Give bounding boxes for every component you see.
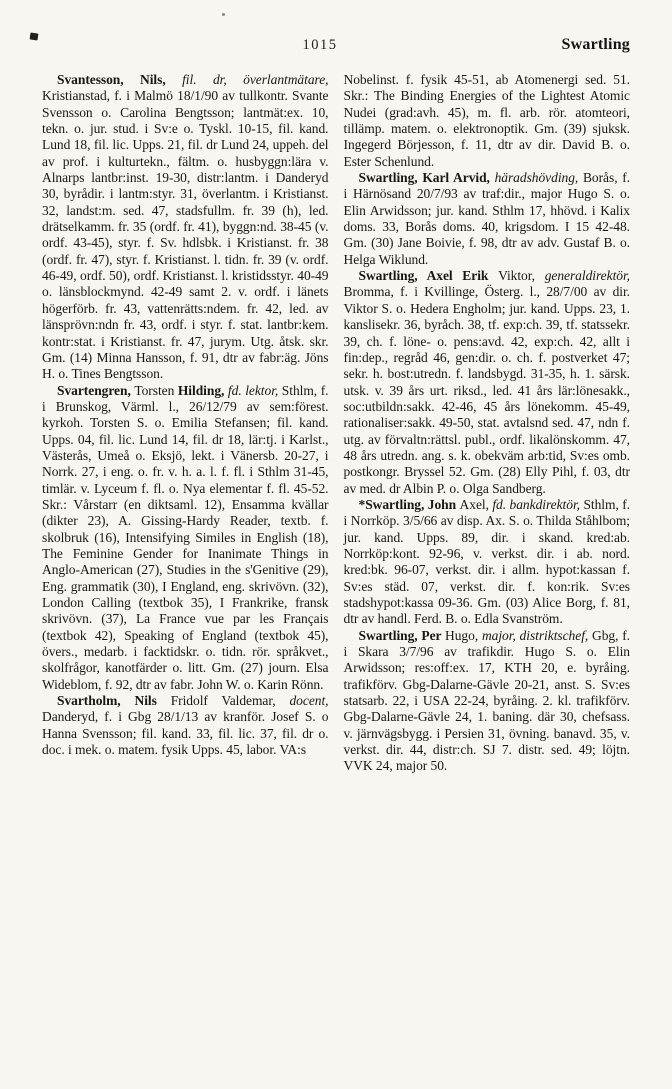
page-number: 1015 bbox=[302, 37, 338, 53]
entry-text-italic: generaldirektör, bbox=[544, 268, 630, 284]
entry-text-roman: Gbg, f. i Skara 3/7/96 av trafikdir. Hugo S. o. Elin Arwidsson; res:off:ex. 17, KTH 20, e. byråing. trafikförv. Gbg-Dalarne-Gävle 20-21, anst. S. Sv:es statsarb. 22, i USA 22-24, byråing. 2. kl. trafikförv. Gbg-Dalarne-Gävle 24, 1. baning. där 30, chefsass. v. järnvägsbygg. i Persien 31, övning. banavd. 35, v. verkst. dir. 44, distr:ch. SJ 7. distr. sed. 49; löjtn. VVK 24, major 50. bbox=[343, 627, 630, 774]
dictionary-entry bbox=[42, 72, 329, 383]
running-title: Swartling bbox=[561, 36, 630, 53]
entry-text-bold: Svantesson, Nils, bbox=[57, 72, 183, 87]
entry-text-roman: Borås, f. i Härnösand 20/7/93 av traf:dir., major Hugo S. o. Elin Arwidsson; jur. kand. Sthlm 17, hhövd. i Kalix doms. 33, Borås doms. 40, krigsdom. I 15 42-48. Gm. (30) Jane Boivie, f. 98, dtr av adv. Gustaf B. o. Helga Wiklund. bbox=[343, 170, 630, 267]
right-column bbox=[344, 72, 631, 775]
entry-text-bold: Swartling, Axel Erik bbox=[358, 268, 499, 284]
dictionary-entry bbox=[344, 170, 631, 268]
entry-text-roman: Danderyd, f. i Gbg 28/1/13 av kranför. Josef S. o Hanna Svensson; fil. kand. 33, fil. lic. 37, fil. dr o. doc. i mek. o. matem. fysik Upps. 45, labor. VA:s bbox=[42, 709, 329, 758]
dictionary-entry bbox=[344, 497, 631, 628]
entry-text-roman: Fridolf Valdemar, bbox=[170, 693, 290, 709]
dictionary-entry bbox=[42, 383, 329, 694]
left-column bbox=[42, 72, 329, 775]
entry-text-bold: Hilding, bbox=[177, 382, 228, 398]
speck-artifact bbox=[222, 13, 225, 16]
entry-text-roman: Viktor, bbox=[498, 268, 545, 284]
entry-text-bold: Svartengren, bbox=[57, 382, 135, 398]
dictionary-entry-continuation bbox=[344, 72, 631, 170]
entry-text-italic: häradshövding, bbox=[494, 170, 583, 186]
entry-text-roman: Nobelinst. f. fysik 45-51, ab Atomenergi sed. 51. Skr.: The Binding Energies of the Lightest Atomic Nudei (grad:avh. 45), m. fl. arb. rör. atomteori, tillämp. matem. o. elektronoptik. Gm. (39) sjuksk. Ingegerd Börjesson, f. 11, dtr av dir. David B. o. Ester Schenlund. bbox=[343, 72, 630, 169]
ink-blot-artifact bbox=[30, 32, 39, 40]
entry-text-bold: Svartholm, Nils bbox=[57, 693, 171, 709]
entry-text-bold: Swartling, Karl Arvid, bbox=[358, 170, 495, 186]
entry-text-italic: fil. dr, överlantmätare, bbox=[182, 72, 329, 87]
entry-text-roman: Axel, bbox=[459, 496, 493, 512]
entry-text-roman: Hugo, bbox=[445, 627, 482, 643]
dictionary-entry bbox=[344, 628, 631, 775]
entry-text-italic: fd. lektor, bbox=[227, 382, 282, 398]
entry-text-roman: Bromma, f. i Kvillinge, Österg. l., 28/7/00 av dir. Viktor S. o. Hedera Engholm; jur. kand. Upps. 23, 1. kanslisekr. 36, byråch. 38, tf. exp:ch. 39, tf. statssekr. 39, ch. f. löne- o. pens:avd. 42, exp:ch. 42, allt i fin:dep., regråd 46, gen:dir. o. ch. f. postverket 47; sekr. h. bost:utredn. f. landsbygd. 31-35, h. 1. särsk. utsk. v. 39 års urt. riksd., led. 41 års lär:lönesakk., soc:utbildn:sakk. 42-46, 45 års lönekomm. 45-49, rationaliser:sakk. 49-50, stat. avtalsnd sed. 47, ndn f. utg. av förvaltn:rättsl. publ., ordf. likalönskomm. 47, 48 års utredn. ang. s. k. obekväm arb:tid, Sv:es omb. postkongr. Bryssel 52. Gm. (28) Elly Pihl, f. 03, dtr av med. dr Albin P. o. Olga Sandberg. bbox=[343, 284, 630, 496]
entry-text-italic: docent, bbox=[289, 693, 329, 709]
entry-text-italic: fd. bankdirektör, bbox=[492, 496, 584, 512]
text-columns bbox=[42, 72, 630, 775]
entry-text-roman: Kristianstad, f. i Malmö 18/1/90 av tullkontr. Svante Svensson o. Carolina Bengtsson; lantmät:ex. 10, tekn. o. jur. stud. i Sv:e o. Tyskl. 10-15, fil. kand. Lund 18, fil. lic. Upps. 21, fil. dr Lund 24, uppeh. del av prof. i kulturtekn., fältm. o. husbyggn:lära v. Alnarps lantbr:inst. 19-30, distr:lantm. i Danderyd 30, byrådir. i lantm:styr. 31, överlantm. i Kristianst. 32, landst:m. sed. 47, stadsfullm. fr. 39 (h), led. drätselkamm. fr. 35 (ordf. fr. 41), byggn:nd. 38-45 (v. ordf. 43-45), styr. f. Sv. hdlsbk. i Kristianst. fr. 38 (ordf. fr. 47), styr. f. Kristianst. l. tidn. fr. 39 (v. ordf. 46-49, ordf. 50), ordf. Kristianst. l. kristidsstyr. 40-49 o. länsblockmynd. 42-49 samt 2. v. ordf. i länets högerförb. fr. 43, vattenrätts:ndem. fr. 42, led. av länsprövn:ndn fr. 43, ordf. i styr. f. stat. lantbr:kem. kontr:stat. i Kristianst. fr. 47, jurym. Utg. åtsk. skr. Gm. (14) Minna Hansson, f. 91, dtr av fabr:äg. Jöns H. o. Tines Bengtsson. bbox=[42, 88, 329, 382]
page-header bbox=[42, 37, 630, 57]
entry-text-italic: major, distriktschef, bbox=[481, 627, 592, 643]
entry-text-roman: Sthlm, f. i Brunskog, Värml. l., 26/12/79 av sem:förest. kyrkoh. Torsten S. o. Emilia Stefansen; fil. kand. Upps. 04, fil. lic. Lund 14, fil. dr 18, lär:tj. i Karlst., Västerås, Umeå o. Eksjö, lekt. i Vänersb. 20-27, i Norrk. 27, i eng. o. fr. v. h. a. l. f. fl. i Sthlm 31-45, timlär. v. Lyceum f. fl. o. Nya elementar f. fl. 45-52. Skr.: Vårstarr (en diktsaml. 12), Ensamma kvällar (dikter 23), A. Gissing-Hardy Reader, textb. f. skolbruk (16), Intensifying Similes in English (18), The Feminine Gender for Inanimate Things in Anglo-American (27), Studies in the s'Genitive (29), Eng. grammatik (30), I England, eng. skrivövn. (32), London Calling (textbok 35), I Frankrike, fransk skrivövn. (37), La France vue par les Français (textbok 42), Speaking of England (textbok 45), övers., medarb. i facktidskr. o. tidn. rör. språkvet., skolfrågor, kanotfärder o. litt. Gm. (27) journ. Elsa Wideblom, f. 92, dtr av fabr. John W. o. Karin Rönn. bbox=[42, 382, 329, 692]
dictionary-entry bbox=[42, 693, 329, 758]
entry-text-bold: Swartling, Per bbox=[358, 627, 446, 643]
entry-text-roman: Sthlm, f. i Norrköp. 3/5/66 av disp. Ax. S. o. Thilda Ståhlbom; jur. kand. Upps. 89, dir. i skand. kred:ab. Norrköp:kont. 92-96, v. verkst. dir. i ab. nord. kred:bk. 96-07, verkst. dir. i allm. hypot:kassan f. Sv:es städ. 07, verkst. dir. f. kon:rik. Sv:es stadshypot:kassa 09-36. Gm. (03) Alice Borg, f. 81, dtr av handl. Ferd. B. o. Edla Svanström. bbox=[343, 496, 630, 627]
entry-text-roman: Torsten bbox=[134, 382, 178, 398]
entry-text-bold: *Swartling, John bbox=[358, 496, 460, 512]
dictionary-entry bbox=[344, 268, 631, 497]
